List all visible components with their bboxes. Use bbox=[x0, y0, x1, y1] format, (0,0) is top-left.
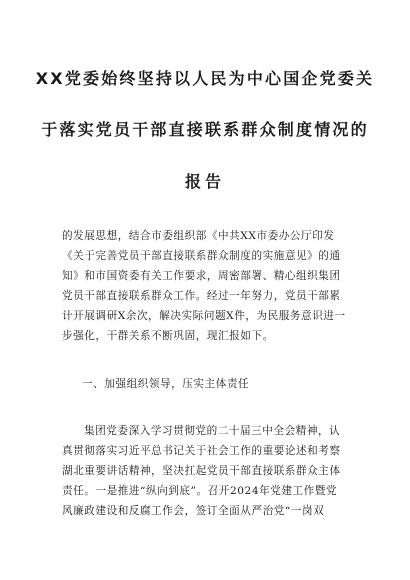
paragraph-1-line: 《关于完善党员干部直接联系群众制度的实施意见》的通 bbox=[62, 250, 341, 262]
paragraph-1-line: 步强化，干群关系不断巩固，现汇报如下。 bbox=[62, 330, 274, 342]
section-heading: 一、加强组织领导，压实主体责任 bbox=[82, 378, 250, 390]
paragraph-2-line: 责任。一是推进“纵向到底”。召开2024年党建工作暨党 bbox=[62, 485, 338, 497]
paragraph-1-line: 的发展思想，结合市委组织部《中共XX市委办公厅印发 bbox=[62, 230, 335, 242]
document-title-line-3: 报告 bbox=[184, 172, 225, 191]
document-title-line-2: 于落实党员干部直接联系群众制度情况的 bbox=[41, 120, 369, 139]
paragraph-2-line: 集团党委深入学习贯彻党的二十届三中全会精神，认 bbox=[84, 425, 341, 437]
paragraph-1-line: 计开展调研X余次，解决实际问题X件，为民服务意识进一 bbox=[62, 310, 346, 322]
paragraph-1-line: 知》和市国资委有关工作要求，周密部署、精心组织集团 bbox=[62, 270, 341, 282]
paragraph-2-line: 真贯彻落实习近平总书记关于社会工作的重要论述和考察 bbox=[62, 445, 341, 457]
paragraph-1-line: 党员干部直接联系群众工作。经过一年努力，党员干部累 bbox=[62, 290, 341, 302]
document-title-line-1: XX党委始终坚持以人民为中心国企党委关 bbox=[35, 69, 375, 88]
paragraph-2-line: 湖北重要讲话精神，坚决扛起党员干部直接联系群众主体 bbox=[62, 465, 341, 477]
paragraph-2-line: 风廉政建设和反腐工作会，签订全面从严治党“一岗双 bbox=[62, 505, 325, 517]
